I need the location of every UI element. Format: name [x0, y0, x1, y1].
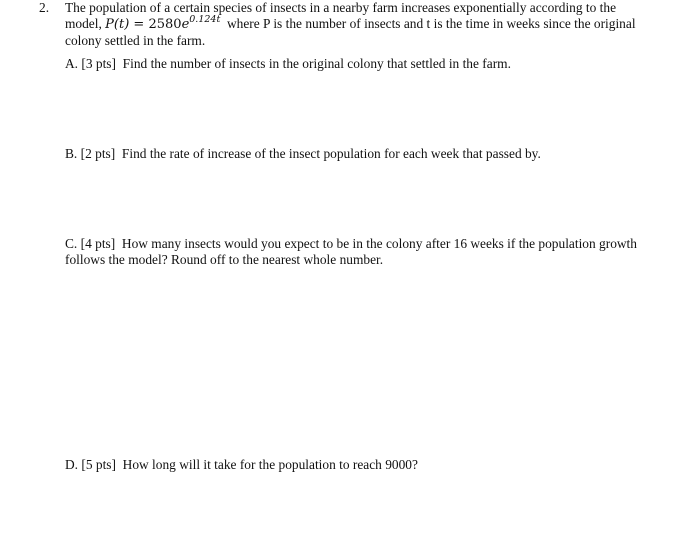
question-stem — [65, 0, 665, 49]
part-c-text: How many insects would you expect to be in the colony after 16 weeks if the population growth follows the model? Round off to the nearest whole number. — [65, 236, 637, 267]
formula-exponent: 0.124t — [189, 14, 221, 25]
part-a-label: A. [3 pts] — [65, 56, 116, 71]
part-b-text: Find the rate of increase of the insect population for each week that passed by. — [121, 146, 541, 161]
stem-line-2-suffix: where P is the number of insects and t is the time in weeks since the original — [220, 16, 636, 31]
stem-line-3: colony settled in the farm. — [65, 33, 206, 48]
stem-line-2-prefix: model, — [65, 16, 106, 31]
part-c — [65, 236, 665, 268]
formula-coefficient: 2580 — [148, 17, 182, 32]
part-c-label: C. [4 pts] — [65, 236, 116, 251]
part-d-label: D. [5 pts] — [65, 457, 116, 472]
formula-base: e — [181, 17, 190, 32]
part-a — [65, 56, 665, 72]
formula-equals: = — [129, 17, 149, 32]
stem-line-1: The population of a certain species of insects in a nearby farm increases exponentially according to the — [65, 0, 617, 15]
part-d-text: How long will it take for the population to reach 9000? — [122, 457, 418, 472]
part-d — [65, 457, 665, 473]
part-b — [65, 146, 665, 162]
part-a-text: Find the number of insects in the original colony that settled in the farm. — [122, 56, 511, 71]
question-number: 2. — [39, 0, 50, 15]
formula-function: P(t) — [105, 17, 130, 32]
model-formula — [105, 14, 221, 32]
part-b-label: B. [2 pts] — [65, 146, 116, 161]
